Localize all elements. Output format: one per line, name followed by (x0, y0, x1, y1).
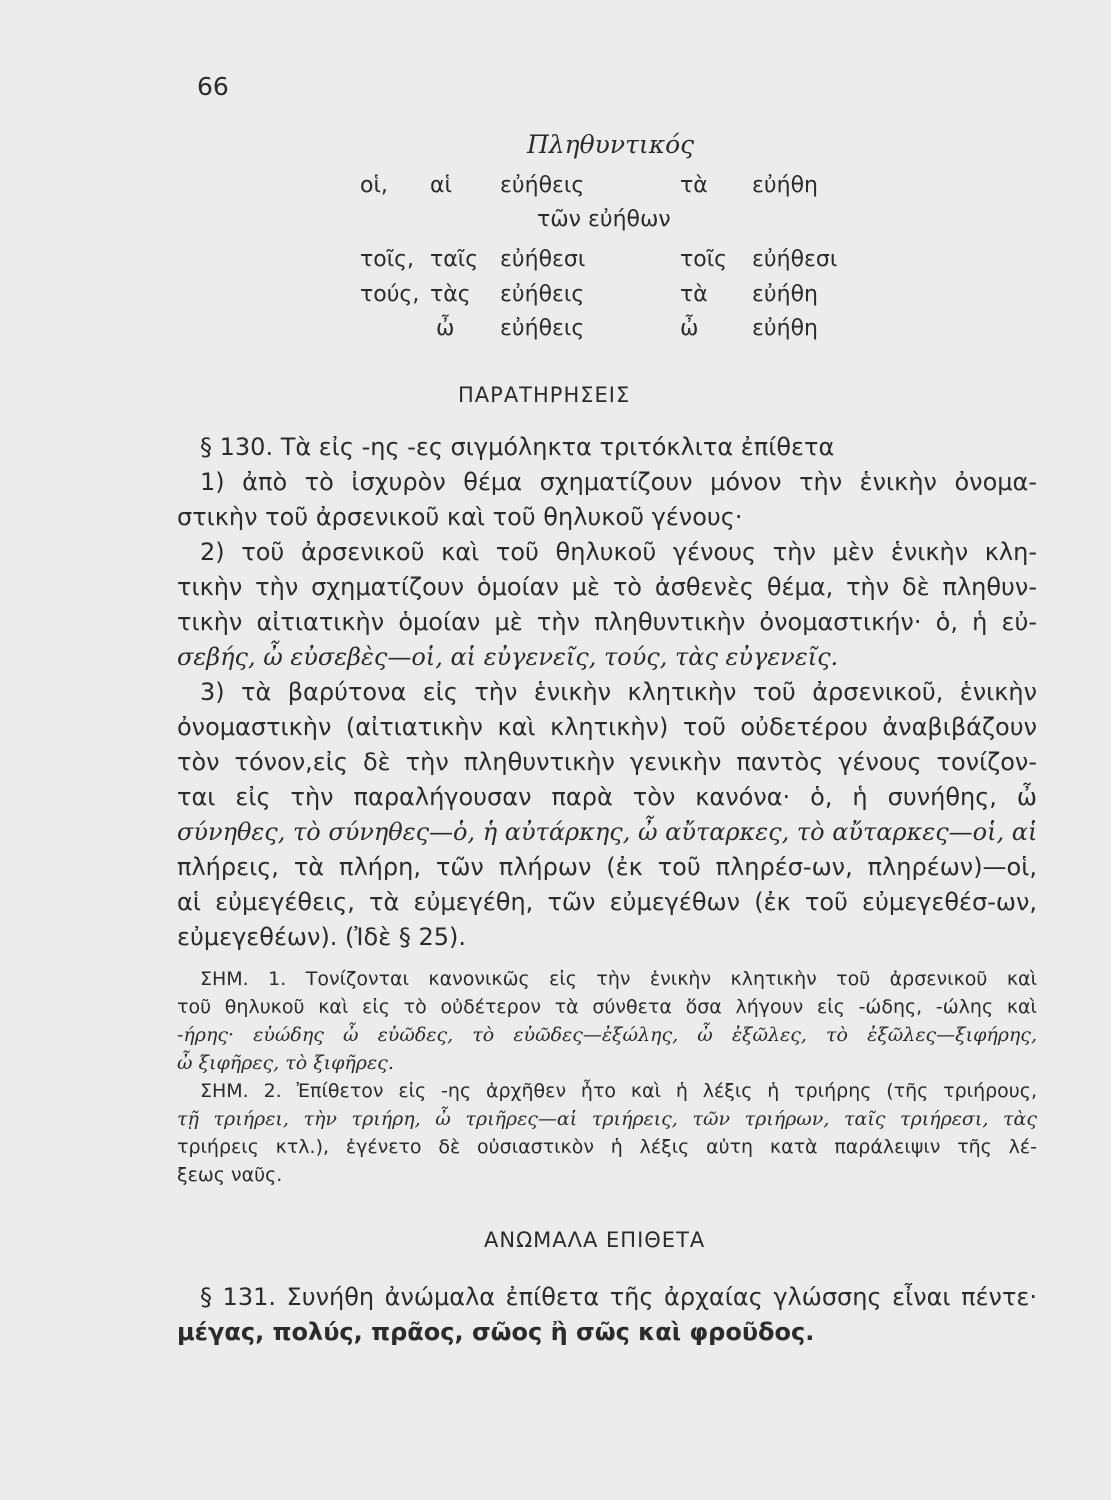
note-line: ὦ ξιφῆρες, τὸ ξιφῆρες. (177, 1052, 394, 1074)
table-cell: αἱ (430, 173, 452, 198)
page-number: 66 (197, 72, 229, 101)
paragraph-line: σεβής, ὦ εὐσεβὲς—οἱ, αἱ εὐγενεῖς, τούς, τὰς εὐγενεῖς. (177, 643, 839, 671)
paragraph-line: 1) ἀπὸ τὸ ἰσχυρὸν θέμα σχηματίζουν μόνον τὴν ἑνικὴν ὀνομα- (200, 468, 1037, 496)
table-cell: εὐήθεις (500, 316, 585, 341)
paragraph-line: στικὴν τοῦ ἀρσενικοῦ καὶ τοῦ θηλυκοῦ γένους· (177, 503, 743, 531)
note-line: τῇ τριήρει, τὴν τριήρη, ὦ τριῆρες—αἱ τριήρεις, τῶν τριήρων, ταῖς τριήρεσι, τὰς (177, 1108, 1037, 1130)
paragraph-line: πλήρεις, τὰ πλήρη, τῶν πλήρων (ἐκ τοῦ πληρέσ-ων, πληρέων)—οἱ, (177, 853, 1037, 881)
paragraph-line: εὐμεγεθέων). (Ἰδὲ § 25). (177, 923, 466, 951)
note-line: τριήρεις κτλ.), ἐγένετο δὲ οὐσιαστικὸν ἡ λέξις αὐτη κατὰ παράλειψιν τῆς λέ- (177, 1136, 1037, 1158)
table-cell: ταῖς (430, 247, 479, 272)
table-cell: εὐήθεις (500, 173, 585, 198)
table-cell: τὰ (680, 173, 708, 198)
paragraph-line: § 131. Συνήθη ἀνώμαλα ἐπίθετα τῆς ἀρχαίας γλώσσης εἶναι πέντε· (200, 1283, 1037, 1311)
table-cell: τὰς (430, 282, 471, 307)
table-cell: τὰ (680, 282, 708, 307)
paragraph-line: τικὴν αἰτιατικὴν ὁμοίαν μὲ τὴν πληθυντικὴν ὀνομαστικήν· ὁ, ἡ εὐ- (177, 608, 1037, 636)
paragraph-line: § 130. Τὰ εἰς -ης -ες σιγμόληκτα τριτόκλιτα ἐπίθετα (200, 433, 835, 461)
paragraph-line: ται εἰς τὴν παραλήγουσαν παρὰ τὸν κανόνα· ὁ, ἡ συνήθης, ὦ (177, 783, 1037, 811)
paragraph-line: τὸν τόνον,εἰς δὲ τὴν πληθυντικὴν γενικὴν παντὸς γένους τονίζον- (177, 748, 1037, 776)
table-cell: τοῖς (680, 247, 728, 272)
table-cell: οἱ, (360, 173, 388, 198)
table-cell: ὦ (436, 316, 455, 341)
paragraph-line: τικὴν τὴν σχηματίζουν ὁμοίαν μὲ τὸ ἀσθενὲς θέμα, τὴν δὲ πληθυν- (177, 573, 1037, 601)
paragraph-line: σύνηθες, τὸ σύνηθες—ὁ, ἡ αὐτάρκης, ὦ αὔταρκες, τὸ αὔταρκες—οἱ, αἱ (177, 818, 1038, 846)
paragraph-line: 3) τὰ βαρύτονα εἰς τὴν ἑνικὴν κλητικὴν τοῦ ἀρσενικοῦ, ἑνικὴν (200, 678, 1037, 706)
table-cell: ὦ (680, 316, 699, 341)
paragraph-line: 2) τοῦ ἀρσενικοῦ καὶ τοῦ θηλυκοῦ γένους τὴν μὲν ἑνικὴν κλη- (200, 538, 1037, 566)
note-line: τοῦ θηλυκοῦ καὶ εἰς τὸ οὐδέτερον τὰ σύνθετα ὅσα λήγουν εἰς -ώδης, -ώλης καὶ (177, 996, 1037, 1018)
table-cell: τούς, (360, 282, 420, 307)
table-cell: εὐήθεσι (752, 247, 838, 272)
paragraph-line: ὀνομαστικὴν (αἰτιατικὴν καὶ κλητικὴν) τοῦ οὐδετέρου ἀναβιβάζουν (177, 713, 1037, 741)
note-line: -ήρης· εὐώδης ὦ εὐῶδες, τὸ εὐῶδες—ἐξώλης, ὦ ἐξῶλες, τὸ ἐξῶλες—ξιφήρης, (177, 1024, 1037, 1046)
table-cell: εὐήθη (752, 316, 818, 341)
table-cell: τῶν εὐήθων (537, 207, 671, 232)
paragraph-line: μέγας, πολύς, πρᾶος, σῶος ἢ σῶς καὶ φροῦδος. (177, 1318, 815, 1346)
plural-table-title: Πληθυντικός (527, 130, 695, 159)
table-cell: εὐήθη (752, 173, 818, 198)
note-line: ξεως ναῦς. (177, 1164, 283, 1186)
paragraph-line: αἱ εὐμεγέθεις, τὰ εὐμεγέθη, τῶν εὐμεγέθων (ἐκ τοῦ εὐμεγεθέσ-ων, (177, 888, 1037, 916)
note-line: ΣΗΜ. 1. Τονίζονται κανονικῶς εἰς τὴν ἑνικὴν κλητικὴν τοῦ ἀρσενικοῦ καὶ (200, 968, 1037, 990)
table-cell: εὐήθεις (500, 282, 585, 307)
table-cell: τοῖς, (360, 247, 415, 272)
table-cell: εὐήθη (752, 282, 818, 307)
section-heading-anomala: ΑΝΩΜΑΛΑ ΕΠΙΘΕΤΑ (484, 1228, 706, 1252)
section-heading-paratiriseis: ΠΑΡΑΤΗΡΗΣΕΙΣ (458, 383, 631, 407)
table-cell: εὐήθεσι (500, 247, 586, 272)
note-line: ΣΗΜ. 2. Ἐπίθετον εἰς -ης ἀρχῆθεν ἦτο καὶ ἡ λέξις ἡ τριήρης (τῆς τριήρους, (200, 1080, 1037, 1102)
